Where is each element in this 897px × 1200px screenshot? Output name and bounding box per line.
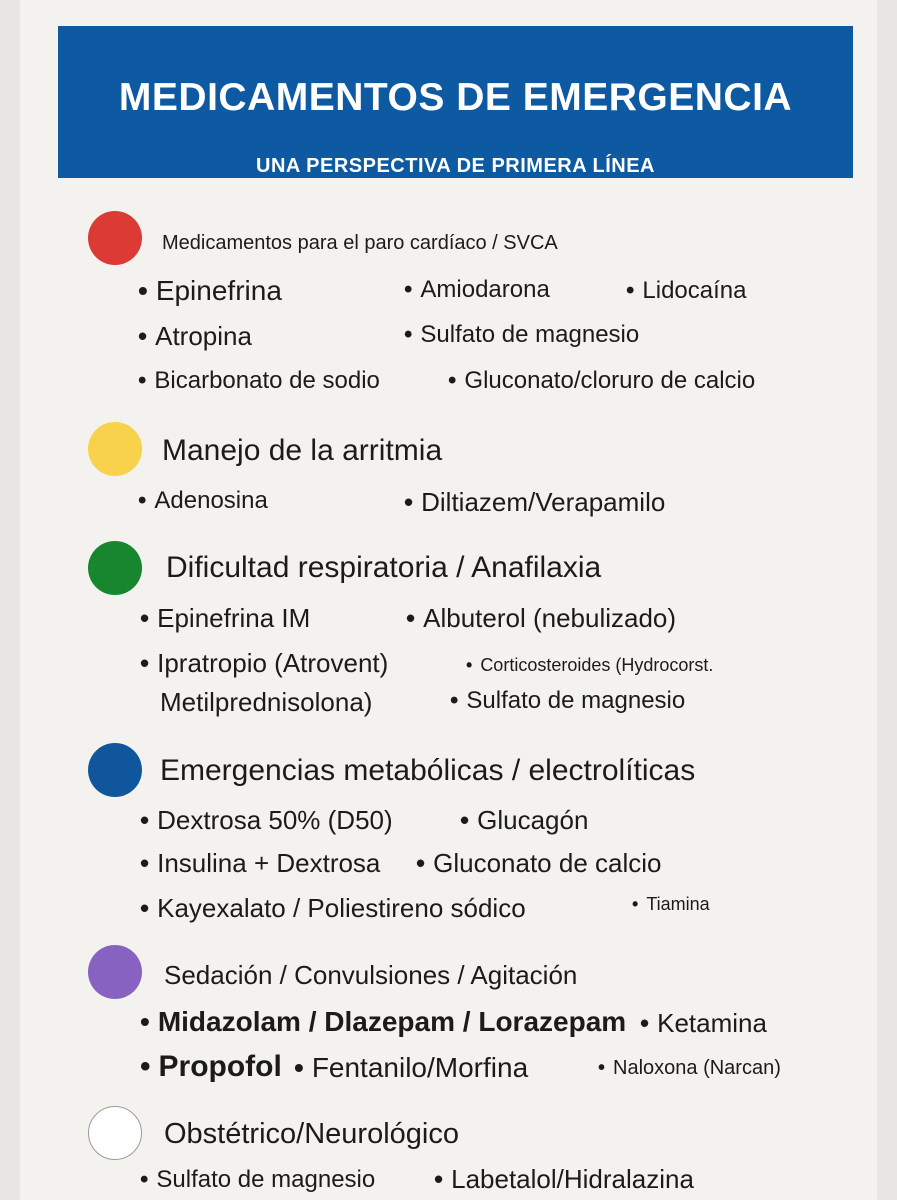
list-item: • Propofol [140,1050,282,1083]
bullet-icon: • [632,894,639,914]
blue-circle-icon [88,743,142,797]
section-heading-obstetric: Obstétrico/Neurológico [164,1118,459,1150]
bullet-icon: • [626,277,635,304]
page-subtitle: UNA PERSPECTIVA DE PRIMERA LÍNEA [256,155,655,177]
bullet-icon: • [404,321,413,348]
bullet-icon: • [138,321,148,351]
bullet-icon: • [448,367,457,394]
list-item: • Sulfato de magnesio [140,1166,376,1193]
bullet-icon: • [138,367,147,394]
bullet-icon: • [140,1050,151,1083]
list-item: • Amiodarona [404,276,550,303]
list-item: • Sulfato de magnesio [404,321,640,348]
section-heading-cardiac: Medicamentos para el paro cardíaco / SVCA [162,232,558,254]
bullet-icon: • [138,275,148,306]
bullet-icon: • [140,1166,149,1193]
list-item: • Epinefrina [138,275,282,306]
list-item: • Bicarbonato de sodio [138,367,380,394]
list-item: • Gluconato/cloruro de calcio [448,367,756,394]
white-circle-icon [88,1106,142,1160]
left-page-edge [0,0,20,1200]
purple-circle-icon [88,945,142,999]
page-title: MEDICAMENTOS DE EMERGENCIA [118,76,793,119]
bullet-icon: • [460,805,470,835]
list-item: • Ipratropio (Atrovent) [140,648,389,678]
list-item: • Midazolam / Dlazepam / Lorazepam [140,1006,627,1037]
bullet-icon: • [140,603,150,633]
bullet-icon: • [140,648,150,678]
bullet-icon: • [434,1164,444,1194]
list-item: • Lidocaína [626,277,747,304]
section-heading-sedation: Sedación / Convulsiones / Agitación [164,960,578,990]
bullet-icon: • [416,848,426,878]
list-item: • Atropina [138,321,252,351]
bullet-icon: • [294,1052,304,1083]
list-item-continuation: Metilprednisolona) [160,687,373,717]
bullet-icon: • [404,487,414,517]
list-item: • Diltiazem/Verapamilo [404,487,666,517]
list-item: • Gluconato de calcio [416,848,662,878]
right-page-edge [877,0,897,1200]
list-item: • Adenosina [138,487,268,514]
list-item: • Naloxona (Narcan) [598,1057,781,1079]
list-item: • Corticosteroides (Hydrocorst. [466,655,714,675]
bullet-icon: • [466,655,473,675]
bullet-icon: • [140,1006,150,1037]
bullet-icon: • [450,687,459,714]
list-item: • Kayexalato / Poliestireno sódico [140,893,526,923]
list-item: • Insulina + Dextrosa [140,848,381,878]
list-item: • Ketamina [640,1008,767,1038]
bullet-icon: • [406,603,416,633]
list-item: • Tiamina [632,894,710,914]
bullet-icon: • [138,487,147,514]
bullet-icon: • [598,1057,606,1079]
list-item: • Dextrosa 50% (D50) [140,805,393,835]
list-item: • Sulfato de magnesio [450,687,686,714]
bullet-icon: • [140,848,150,878]
green-circle-icon [88,541,142,595]
list-item: • Glucagón [460,805,589,835]
section-heading-respiratory: Dificultad respiratoria / Anafilaxia [166,551,602,584]
section-heading-metabolic: Emergencias metabólicas / electrolíticas [160,754,696,787]
bullet-icon: • [140,805,150,835]
red-circle-icon [88,211,142,265]
list-item: • Labetalol/Hidralazina [434,1164,694,1194]
bullet-icon: • [640,1008,650,1038]
list-item: • Fentanilo/Morfina [294,1052,529,1083]
bullet-icon: • [404,276,413,303]
title-banner [58,26,853,178]
list-item: • Albuterol (nebulizado) [406,603,677,633]
list-item: • Epinefrina IM [140,603,311,633]
bullet-icon: • [140,893,150,923]
yellow-circle-icon [88,422,142,476]
section-heading-arrhythmia: Manejo de la arritmia [162,434,443,467]
